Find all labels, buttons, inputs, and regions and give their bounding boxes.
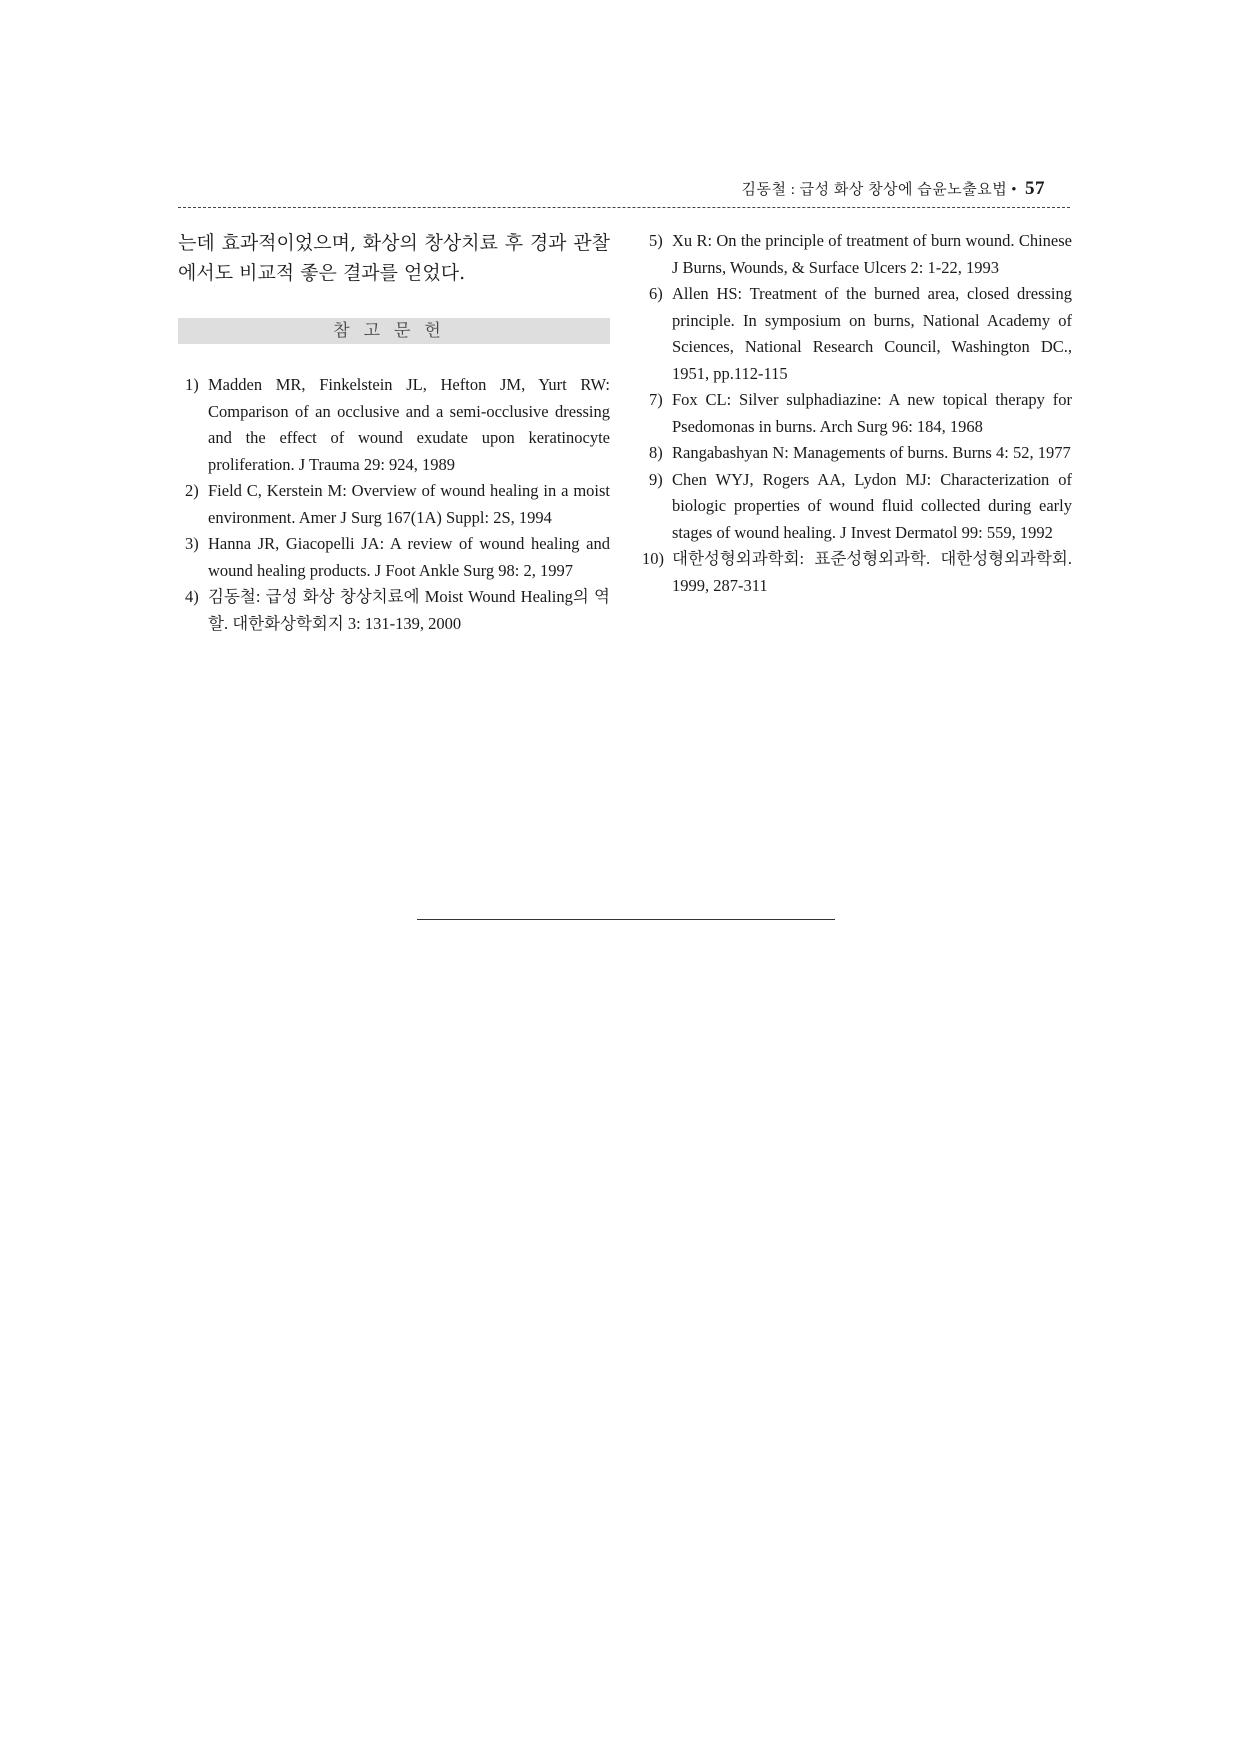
reference-text: Rangabashyan N: Managements of burns. Burns 4: 52, 1977	[672, 443, 1071, 462]
header-rule	[178, 207, 1070, 208]
reference-text: Chen WYJ, Rogers AA, Lydon MJ: Characterization of biologic properties of wound fluid collected during early stages of wound healing. J Invest Dermatol 99: 559, 1992	[672, 469, 1072, 542]
reference-text: Fox CL: Silver sulphadiazine: A new topical therapy for Psedomonas in burns. Arch Surg 96: 184, 1968	[672, 390, 1072, 436]
reference-number: 8)	[649, 443, 663, 462]
running-head	[741, 178, 1045, 200]
reference-number: 2)	[185, 481, 199, 500]
reference-text: Madden MR, Finkelstein JL, Hefton JM, Yurt RW: Comparison of an occlusive and a semi-occlusive dressing and the effect of wound exudate upon keratinocyte proliferation. J Trauma 29: 924, 1989	[208, 375, 610, 474]
end-rule	[417, 919, 835, 920]
reference-number: 5)	[649, 231, 663, 250]
reference-item	[642, 440, 1072, 467]
reference-number: 7)	[649, 390, 663, 409]
reference-item	[178, 372, 610, 478]
page-number: 57	[1025, 178, 1045, 199]
reference-list-right	[642, 228, 1072, 599]
reference-text: Hanna JR, Giacopelli JA: A review of wound healing and wound healing products. J Foot Ankle Surg 98: 2, 1997	[208, 534, 610, 580]
reference-number: 9)	[649, 469, 663, 489]
reference-number: 3)	[185, 534, 199, 553]
references-heading: 참고문헌	[178, 318, 610, 344]
reference-item	[178, 584, 610, 637]
reference-item	[642, 387, 1072, 440]
reference-text: 김동철: 급성 화상 창상치료에 Moist Wound Healing의 역할. 대한화상학회지 3: 131-139, 2000	[208, 587, 610, 633]
reference-item	[642, 228, 1072, 281]
running-head-separator: •	[1011, 182, 1017, 198]
running-head-title: 김동철 : 급성 화상 창상에 습윤노출요법	[741, 182, 1008, 198]
reference-number: 6)	[649, 284, 663, 303]
reference-text: Allen HS: Treatment of the burned area, closed dressing principle. In symposium on burns, National Academy of Sciences, National Research Council, Washington DC., 1951, pp.112-115	[672, 284, 1072, 383]
reference-list-left	[178, 372, 610, 637]
reference-text: Xu R: On the principle of treatment of burn wound. Chinese J Burns, Wounds, & Surface Ulcers 2: 1-22, 1993	[672, 231, 1072, 277]
reference-item	[178, 478, 610, 531]
reference-item	[642, 546, 1072, 599]
reference-number: 10)	[642, 549, 664, 568]
reference-text: Field C, Kerstein M: Overview of wound healing in a moist environment. Amer J Surg 167(1A) Suppl: 2S, 1994	[208, 481, 610, 527]
reference-number: 4)	[185, 587, 199, 606]
reference-item	[642, 281, 1072, 387]
reference-number: 1)	[185, 375, 199, 394]
right-column	[642, 228, 1072, 599]
left-column	[178, 228, 610, 637]
reference-item	[178, 531, 610, 584]
body-paragraph: 는데 효과적이었으며, 화상의 창상치료 후 경과 관찰에서도 비교적 좋은 결과를 얻었다.	[178, 232, 610, 284]
reference-item	[642, 467, 1072, 547]
reference-text: 대한성형외과학회: 표준성형외과학. 대한성형외과학회. 1999, 287-311	[672, 549, 1072, 595]
